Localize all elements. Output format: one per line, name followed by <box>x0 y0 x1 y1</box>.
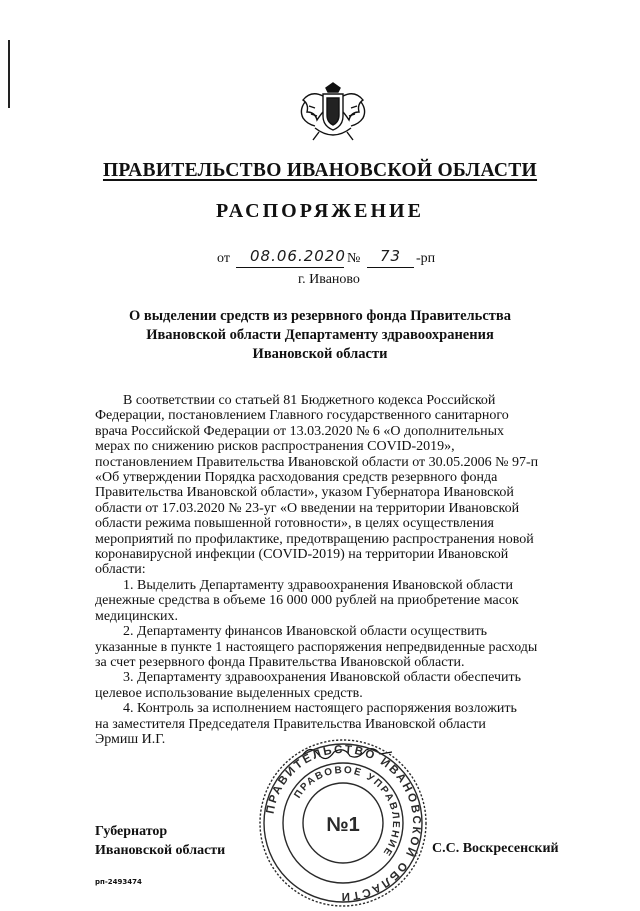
government-title: ПРАВИТЕЛЬСТВО ИВАНОВСКОЙ ОБЛАСТИ <box>102 160 538 181</box>
text-line: за счет резервного фонда Правительства Ивановской области. <box>95 654 465 670</box>
signatory-name: С.С. Воскресенский <box>432 841 559 856</box>
number-underline <box>367 267 414 268</box>
document-number: 73 <box>380 247 402 265</box>
signatory-title-line: Ивановской области <box>95 843 226 858</box>
text-line: 4. Контроль за исполнением настоящего распоряжения возложить <box>123 701 517 717</box>
stamp-inner-text-path: ПРАВОВОЕ УПРАВЛЕНИЕ <box>292 764 402 859</box>
stamp-outer-text-path: ПРАВИТЕЛЬСТВО ИВАНОВСКОЙ ОБЛАСТИ <box>264 743 423 903</box>
text-line: мерах по снижению рисков распространения COVID-2019», <box>95 439 455 455</box>
text-line: Эрмиш И.Г. <box>95 731 166 747</box>
text-line: «Об утверждении Порядка расходования средств резервного фонда <box>95 470 498 486</box>
document-code: рп-2493474 <box>95 878 142 886</box>
text-line: денежные средства в объеме 16 000 000 рублей на приобретение масок <box>95 593 519 609</box>
text-line: на заместителя Председателя Правительства Ивановской области <box>95 716 486 732</box>
coat-of-arms-icon <box>293 82 373 144</box>
text-line: мероприятий по профилактике, предотвращению распространения новой <box>95 531 534 547</box>
document-type: РАСПОРЯЖЕНИЕ <box>216 200 424 222</box>
official-stamp <box>255 735 431 911</box>
date-underline <box>236 267 344 268</box>
document-subject <box>100 307 540 364</box>
text-line: области от 17.03.2020 № 23-уг «О введении на территории Ивановской <box>95 500 520 516</box>
text-line: целевое использование выделенных средств. <box>95 685 363 701</box>
text-line: области режима повышенной готовности», в целях осуществления <box>95 516 494 532</box>
item-2-paragraph <box>95 624 561 670</box>
subject-line: О выделении средств из резервного фонда Правительства <box>129 308 511 324</box>
issue-city: г. Иваново <box>298 272 360 287</box>
date-prefix: от <box>217 251 230 266</box>
text-line: коронавирусной инфекции (COVID-2019) на территории Ивановской <box>95 547 509 563</box>
number-prefix: № <box>347 251 361 266</box>
text-line: Правительства Ивановской области», указом Губернатора Ивановской <box>95 485 514 501</box>
subject-line: Ивановской области Департаменту здравоохранения <box>146 327 494 343</box>
subject-line: Ивановской области <box>252 346 388 362</box>
number-suffix: -рп <box>416 251 436 266</box>
text-line: постановлением Правительства Ивановской области от 30.05.2006 № 97-п <box>95 454 539 470</box>
item-1-paragraph <box>95 578 561 624</box>
text-line: 2. Департаменту финансов Ивановской области осуществить <box>123 624 488 640</box>
signatory-title-line: Губернатор <box>95 824 168 839</box>
preamble-paragraph <box>95 393 561 578</box>
text-line: Федерации, постановлением Главного государственного санитарного <box>95 408 509 424</box>
signatory-title <box>95 822 225 860</box>
text-line: врача Российской Федерации от 13.03.2020 № 6 «О дополнительных <box>95 423 505 439</box>
document-body <box>95 393 561 747</box>
document-date: 08.06.2020 <box>250 247 346 265</box>
text-line: В соответствии со статьей 81 Бюджетного кодекса Российской <box>123 393 496 408</box>
scan-edge-mark <box>8 40 10 108</box>
stamp-number: №1 <box>326 814 360 836</box>
item-3-paragraph <box>95 670 561 701</box>
text-line: 3. Департаменту здравоохранения Ивановской области обеспечить <box>123 670 522 686</box>
text-line: указанные в пункте 1 настоящего распоряжения непредвиденные расходы <box>95 639 538 655</box>
text-line: медицинских. <box>95 608 178 624</box>
text-line: области: <box>95 562 146 578</box>
text-line: 1. Выделить Департаменту здравоохранения Ивановской области <box>123 577 514 593</box>
